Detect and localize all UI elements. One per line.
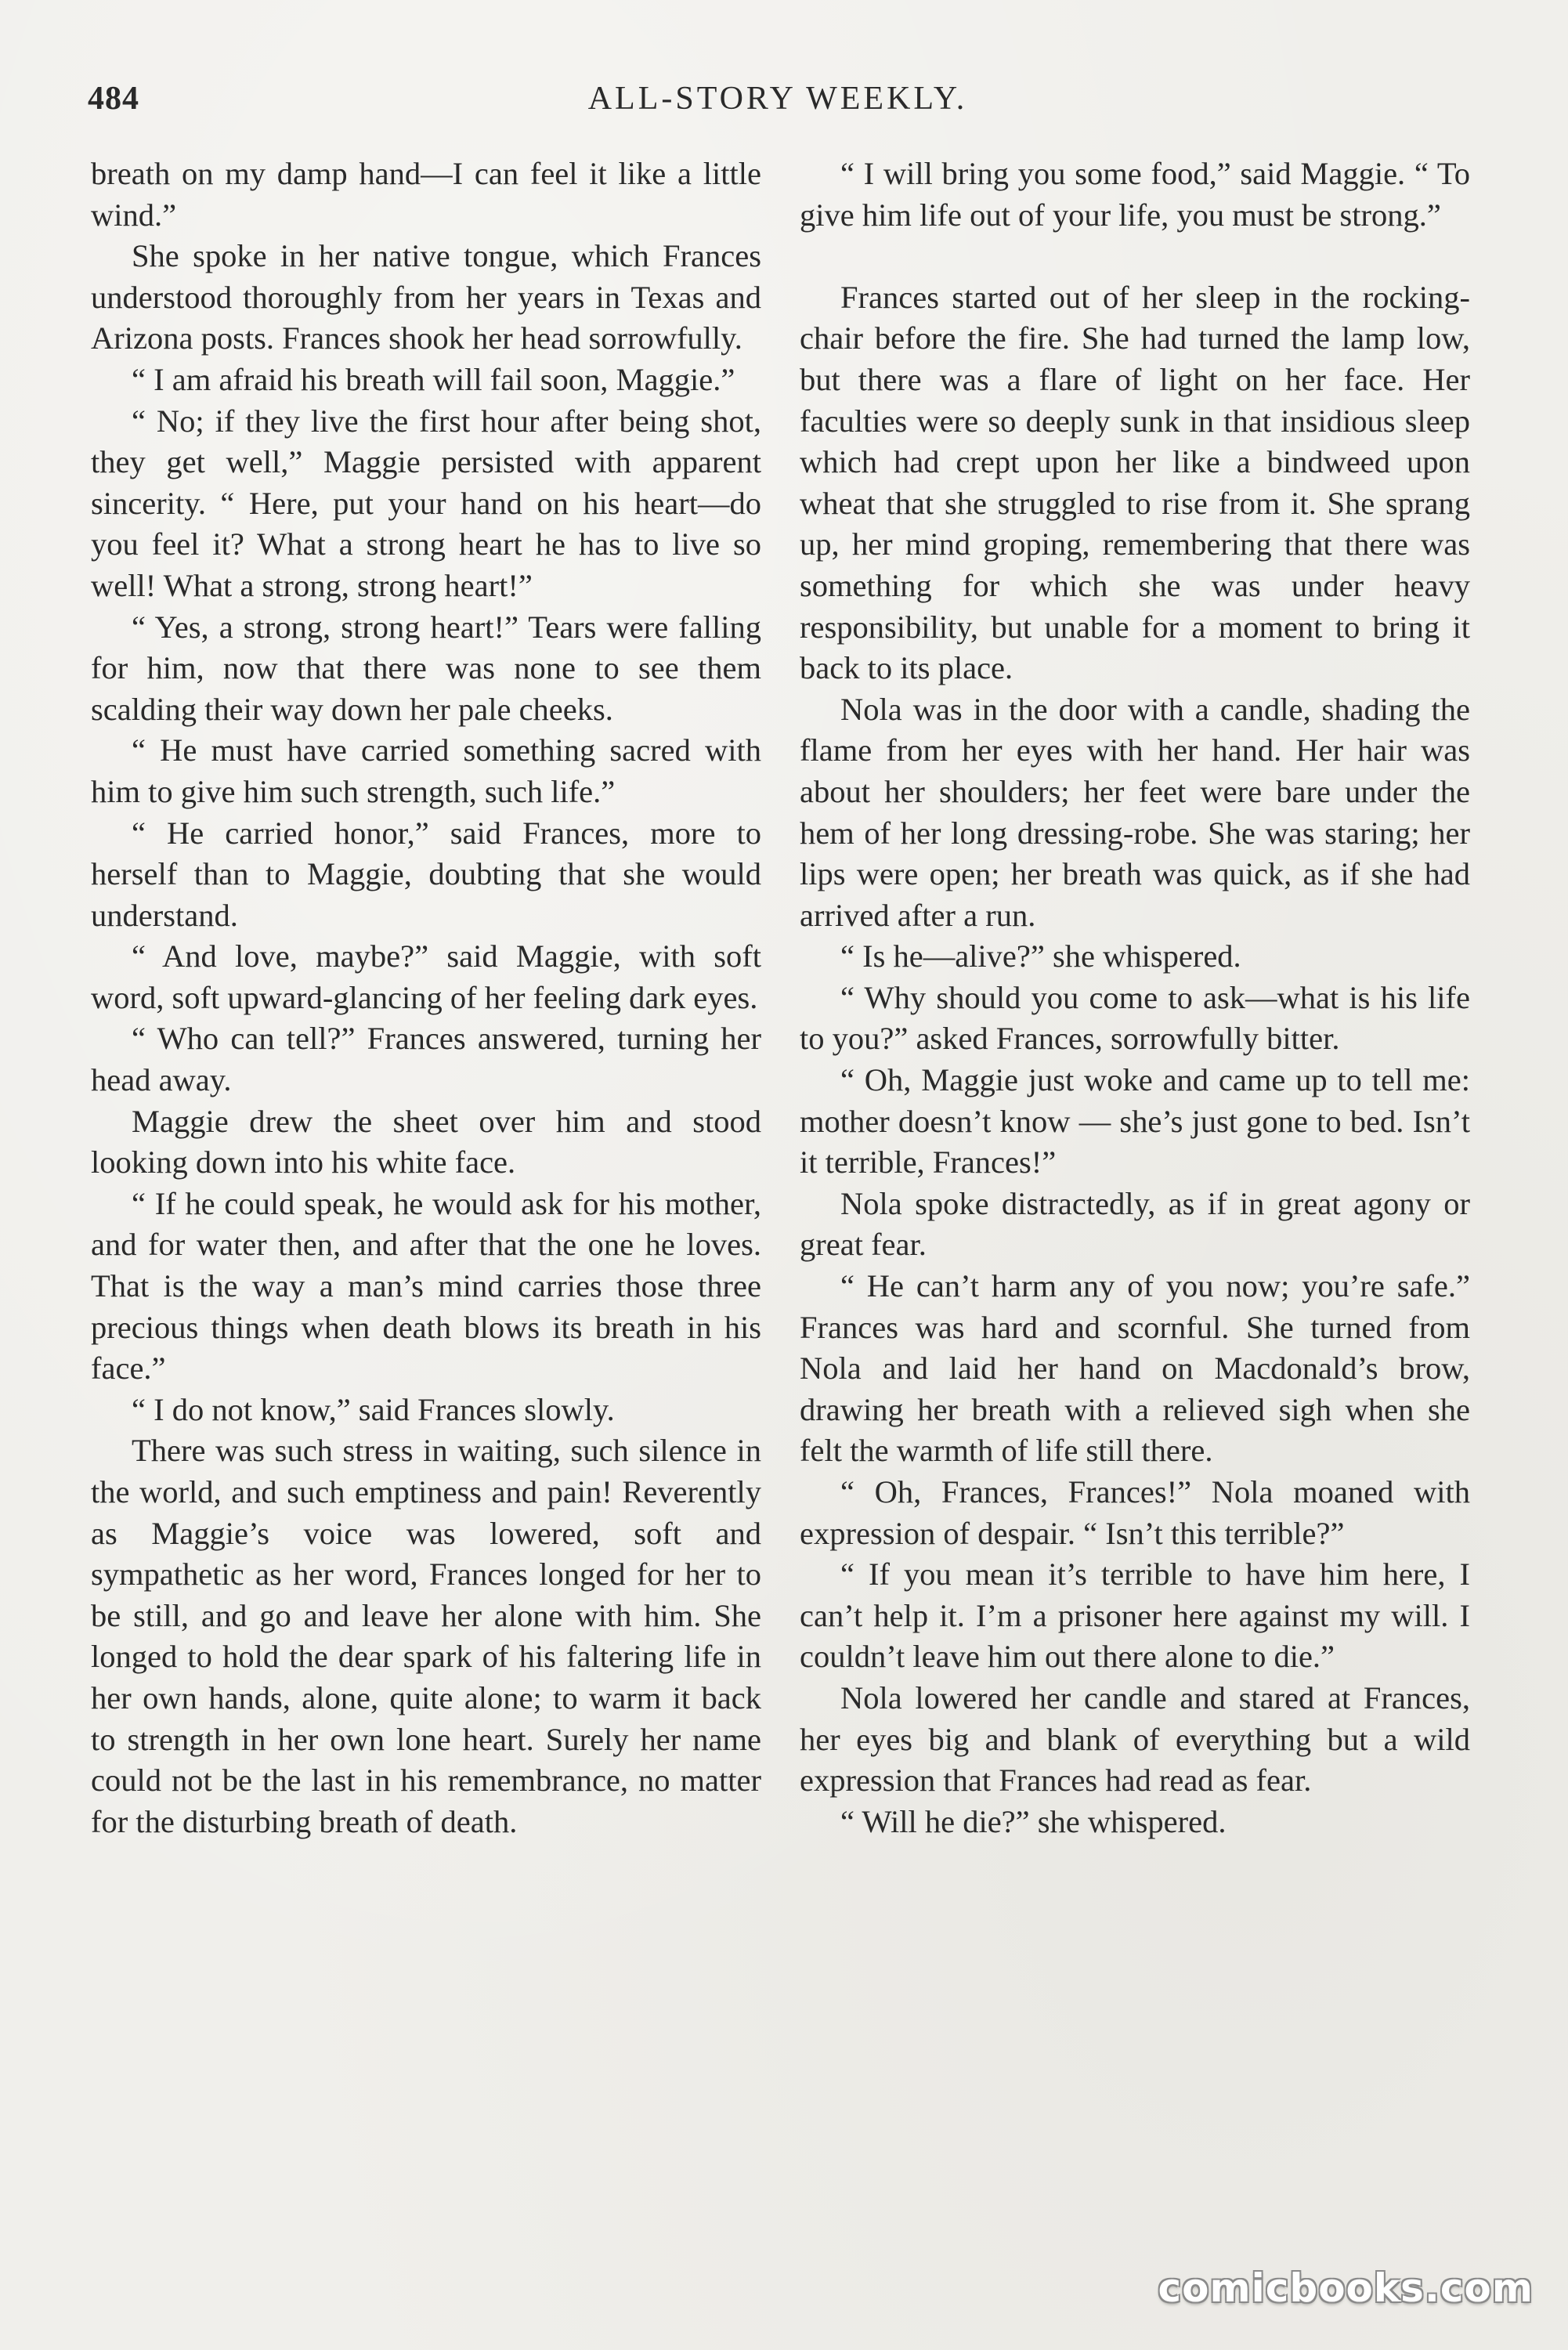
running-title: ALL-STORY WEEKLY. <box>587 81 968 117</box>
paragraph: Nola was in the door with a candle, shading the flame from her eyes with her hand. Her hair was about her shoulders; her feet were bare under the hem of her long dressing-robe. She was staring; her lips were open; her breath was quick, as if she had arrived after a run. <box>800 691 1470 933</box>
paragraph: “ He can’t harm any of you now; you’re safe.” Frances was hard and scornful. She turned from Nola and laid her hand on Macdonald’s brow, drawing her breath with a relieved sigh when she felt the warmth of life still there. <box>800 1268 1470 1469</box>
paragraph: There was such stress in waiting, such silence in the world, and such emptiness and pain! Reverently as Maggie’s voice was lowered, soft and sympathetic as her word, Frances longed for her to be still, and go and leave her alone with him. She longed to hold the dear spark of his faltering life in her own hands, alone, quite alone; to warm it back to strength in her own lone heart. Surely her name could not be the last in his remembrance, no matter for the disturbing breath of death. <box>91 1433 761 1839</box>
paragraph: “ Why should you come to ask—what is his life to you?” asked Frances, sorrowfully bitter. <box>800 979 1470 1057</box>
paragraph: “ If you mean it’s terrible to have him here, I can’t help it. I’m a prisoner here against my will. I couldn’t leave him out there alone to die.” <box>800 1556 1470 1675</box>
left-column <box>91 154 761 1842</box>
right-column <box>800 154 1470 1842</box>
paragraph: “ If he could speak, he would ask for his mother, and for water then, and after that the one he loves. That is the way a man’s mind carries those three precious things when death blows its breath in his face.” <box>91 1185 761 1386</box>
paragraph: Nola spoke distractedly, as if in great agony or great fear. <box>800 1185 1470 1263</box>
paragraph: “ I am afraid his breath will fail soon, Maggie.” <box>132 361 735 397</box>
paragraph: Frances started out of her sleep in the rocking-chair before the fire. She had turned the lamp low, but there was a flare of light on her face. Her faculties were so deeply sunk in that insidious sleep which had crept upon her like a bindweed upon wheat that she struggled to rise from it. She sprang up, her mind groping, remembering that there was something for which she was under heavy responsibility, but unable for a moment to bring it back to its place. <box>800 279 1470 686</box>
paragraph: “ Yes, a strong, strong heart!” Tears were falling for him, now that there was none to see them scalding their way down her pale cheeks. <box>91 609 761 727</box>
paragraph: She spoke in her native tongue, which Frances understood thoroughly from her years in Texas and Arizona posts. Frances shook her head sorrowfully. <box>91 238 761 356</box>
paragraph: “ I do not know,” said Frances slowly. <box>132 1391 615 1427</box>
section-break <box>800 236 1470 277</box>
paragraph: “ He must have carried something sacred with him to give him such strength, such life.” <box>91 732 761 809</box>
watermark: comicbooks.com <box>1158 2265 1534 2311</box>
page-number: 484 <box>88 81 139 117</box>
paragraph: Nola lowered her candle and stared at Frances, her eyes big and blank of everything but a wild expression that Frances had read as fear. <box>800 1679 1470 1799</box>
paragraph: “ Is he—alive?” she whispered. <box>840 938 1241 974</box>
paragraph: “ No; if they live the first hour after being shot, they get well,” Maggie persisted with apparent sincerity. “ Here, put your hand on his heart—do you feel it? What a strong heart he has to live so well! What a strong, strong heart!” <box>91 403 761 603</box>
paragraph: “ Oh, Maggie just woke and came up to tell me: mother doesn’t know — she’s just gone to bed. Isn’t it terrible, Frances!” <box>800 1062 1470 1180</box>
paragraph: breath on my damp hand—I can feel it like a little wind.” <box>91 156 761 233</box>
paragraph: “ Will he die?” she whispered. <box>840 1803 1227 1839</box>
paragraph: “ He carried honor,” said Frances, more to herself than to Maggie, doubting that she would understand. <box>91 815 761 933</box>
paragraph: “ And love, maybe?” said Maggie, with soft word, soft upward-glancing of her feeling dark eyes. <box>91 938 761 1015</box>
page-header <box>88 80 1468 127</box>
paragraph: “ Oh, Frances, Frances!” Nola moaned with expression of despair. “ Isn’t this terrible?” <box>800 1474 1470 1551</box>
paragraph: “ Who can tell?” Frances answered, turning her head away. <box>91 1021 761 1098</box>
paragraph: Maggie drew the sheet over him and stood looking down into his white face. <box>91 1103 761 1180</box>
paragraph: “ I will bring you some food,” said Maggie. “ To give him life out of your life, you must be strong.” <box>800 156 1470 233</box>
